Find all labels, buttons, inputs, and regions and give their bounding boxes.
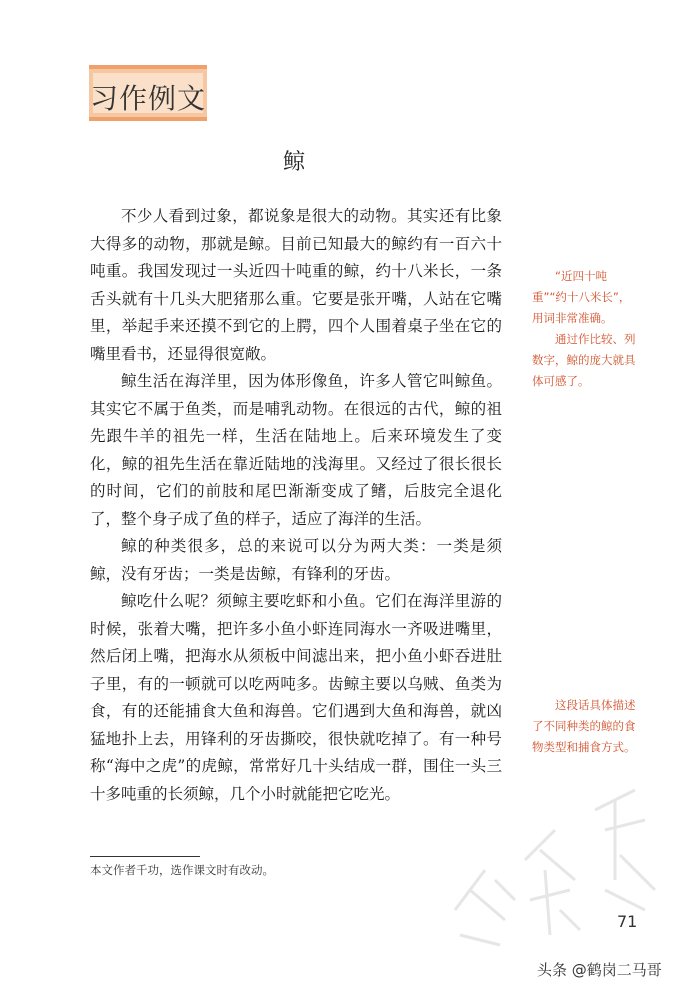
paragraph-1: 不少人看到过象，都说象是很大的动物。其实还有比象大得多的动物，那就是鲸。目前已知最大的鲸约有一百六十吨重。我国发现过一头近四十吨重的鲸，约十八米长，一条舌头就有十几头大肥猪那么重。它要是张开嘴，人站在它嘴里，举起手来还摸不到它的上腭，四个人围着桌子坐在它的嘴里看书，还显得很宽敞。 <box>90 207 502 363</box>
article-body <box>90 203 502 808</box>
footnote: 本文作者千功，选作课文时有改动。 <box>90 863 274 877</box>
source-credit: 头条 @鹤岗二马哥 <box>537 961 662 979</box>
page-number: 71 <box>617 912 638 931</box>
paragraph-2: 鲸生活在海洋里，因为体形像鱼，许多人管它叫鲸鱼。其实它不属于鱼类，而是哺乳动物。在很远的古代，鲸的祖先跟牛羊的祖先一样，生活在陆地上。后来环境发生了变化，鲸的祖先生活在靠近陆地的浅海里。又经过了很长很长的时间，它们的前肢和尾巴渐渐变成了鳍，后肢完全退化了，整个身子成了鱼的样子，适应了海洋的生活。 <box>90 372 502 528</box>
side-note-text: 这段话具体描述了不同种类的鲸的食物类型和捕食方式。 <box>532 698 636 754</box>
side-note-precision <box>532 266 640 392</box>
section-header-label: 习作例文 <box>89 82 206 115</box>
footnote-divider <box>90 856 200 857</box>
section-header <box>89 65 207 121</box>
paragraph-3: 鲸的种类很多，总的来说可以分为两大类：一类是须鲸，没有牙齿；一类是齿鲸，有锋利的牙齿。 <box>90 537 502 583</box>
paragraph-4: 鲸吃什么呢？须鲸主要吃虾和小鱼。它们在海洋里游的时候，张着大嘴，把许多小鱼小虾连同海水一齐吸进嘴里，然后闭上嘴，把海水从须板中间滤出来，把小鱼小虾吞进肚子里，有的一顿就可以吃两吨多。齿鲸主要以乌贼、鱼类为食，有的还能捕食大鱼和海兽。它们遇到大鱼和海兽，就凶猛地扑上去，用锋利的牙齿撕咬，很快就吃掉了。有一种号称“海中之虎”的虎鲸，常常好几十头结成一群，围住一头三十多吨重的长须鲸，几个小时就能把它吃光。 <box>90 592 502 803</box>
side-note-text: 通过作比较、列数字，鲸的庞大就具体可感了。 <box>532 332 636 388</box>
side-note-feeding <box>532 695 640 758</box>
side-note-text: “近四十吨重”“约十八米长”，用词非常准确。 <box>532 269 631 325</box>
article-title: 鲸 <box>283 150 306 175</box>
